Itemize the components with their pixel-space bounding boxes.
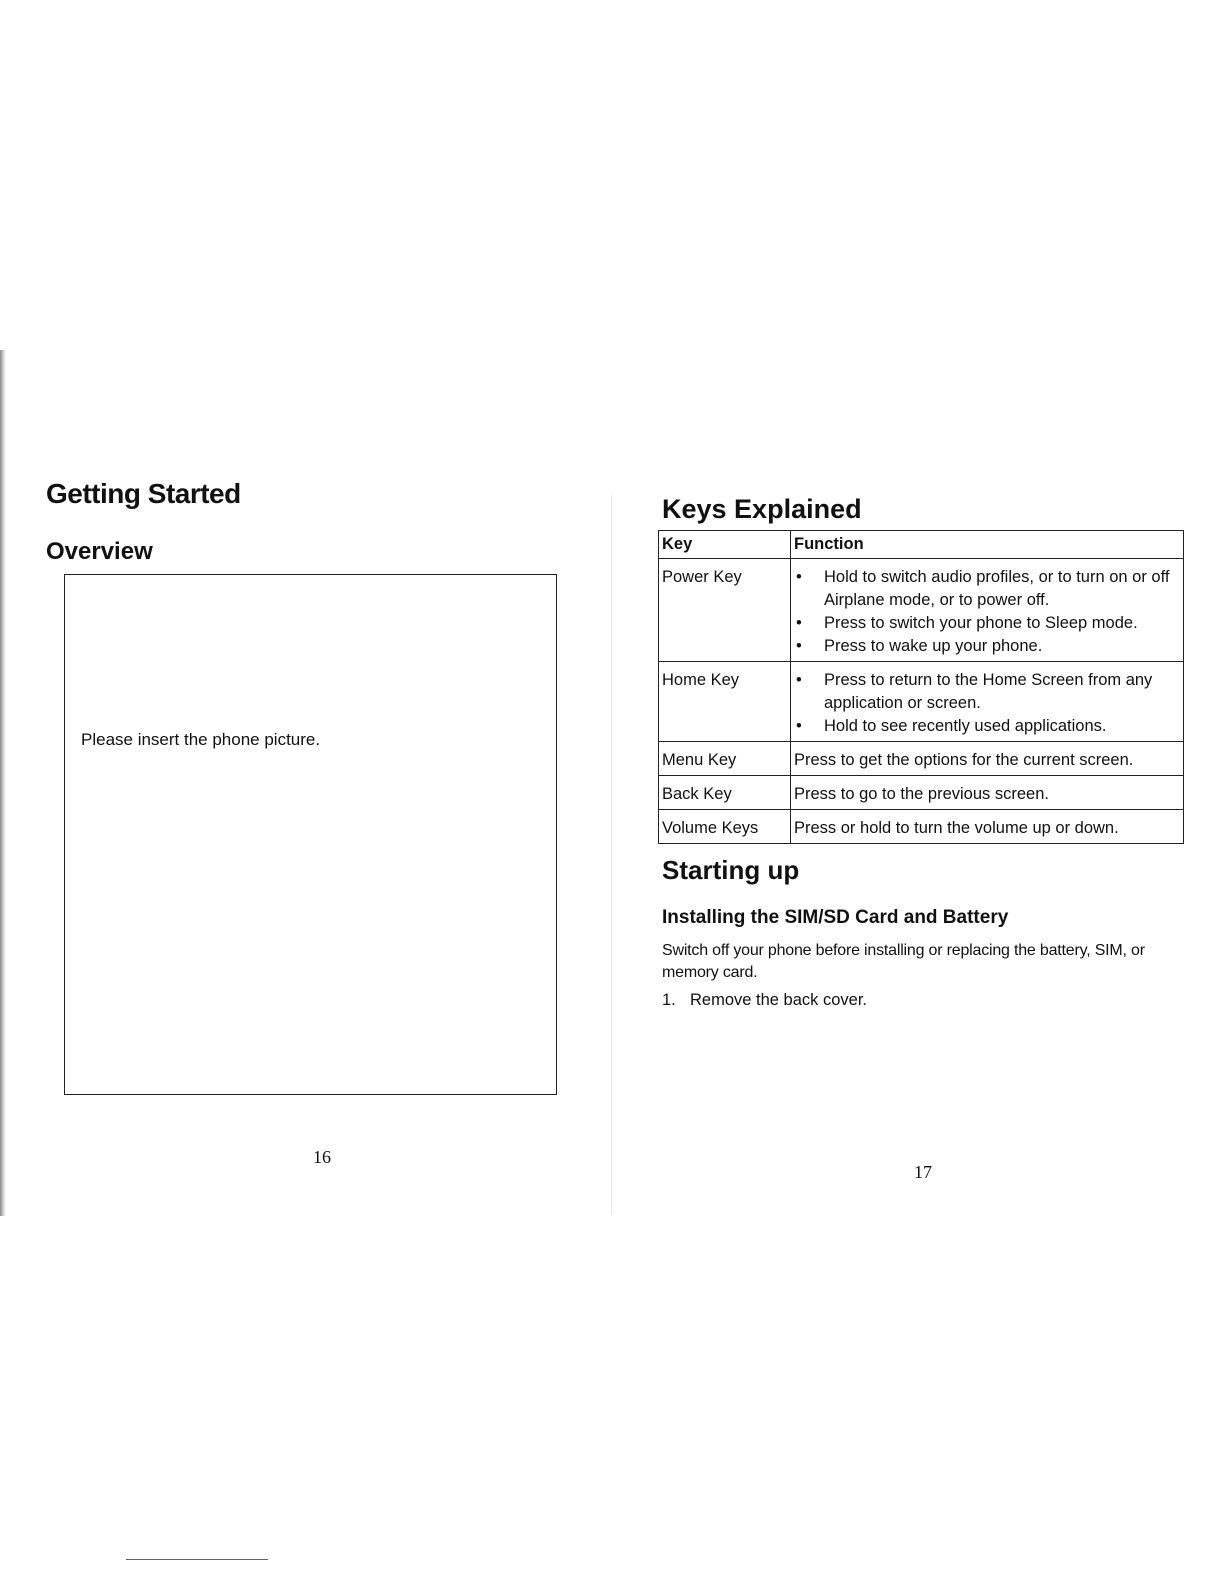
function-list bbox=[794, 566, 1180, 658]
list-item: • Hold to switch audio profiles, or to turn on or off Airplane mode, or to power off. bbox=[796, 568, 1170, 609]
chapter-title: Getting Started bbox=[46, 478, 241, 509]
scan-edge-shadow bbox=[0, 350, 6, 1216]
page-number-left: 16 bbox=[313, 1147, 331, 1167]
bottom-rule bbox=[126, 1559, 268, 1560]
key-cell: Back Key bbox=[659, 776, 791, 810]
bullet-icon: • bbox=[796, 717, 802, 735]
table-header-row bbox=[659, 531, 1184, 559]
picture-placeholder-text: Please insert the phone picture. bbox=[81, 730, 321, 749]
key-cell: Home Key bbox=[659, 662, 791, 742]
phone-picture-frame bbox=[64, 574, 557, 1095]
page-gutter bbox=[611, 495, 612, 1215]
keys-table bbox=[658, 530, 1184, 844]
step-text: Remove the back cover. bbox=[690, 991, 868, 1009]
step-item bbox=[662, 991, 867, 1010]
function-cell: Press or hold to turn the volume up or down. bbox=[791, 810, 1184, 844]
subsection-title-install: Installing the SIM/SD Card and Battery bbox=[662, 907, 1009, 928]
bullet-icon: • bbox=[796, 671, 802, 689]
list-item: • Press to wake up your phone. bbox=[794, 635, 1180, 658]
section-title-starting-up: Starting up bbox=[662, 855, 800, 885]
bullet-icon: • bbox=[796, 637, 802, 655]
section-title-overview: Overview bbox=[46, 538, 153, 565]
bullet-icon: • bbox=[796, 568, 802, 586]
step-number: 1. bbox=[662, 991, 676, 1009]
table-row bbox=[659, 559, 1184, 662]
function-cell bbox=[791, 559, 1184, 662]
table-row bbox=[659, 810, 1184, 844]
table-row bbox=[659, 662, 1184, 742]
bullet-icon: • bbox=[796, 614, 802, 632]
list-item: • Press to return to the Home Screen from any application or screen. bbox=[796, 671, 1153, 712]
list-item: • Hold to see recently used applications. bbox=[794, 715, 1180, 738]
instruction-paragraph: Switch off your phone before installing or replacing the battery, SIM, or memory card. bbox=[662, 942, 1145, 981]
section-title-keys: Keys Explained bbox=[662, 494, 862, 524]
header-key: Key bbox=[659, 531, 791, 559]
header-function: Function bbox=[791, 531, 1184, 559]
key-cell: Power Key bbox=[659, 559, 791, 662]
key-cell: Menu Key bbox=[659, 742, 791, 776]
table-row bbox=[659, 742, 1184, 776]
function-list bbox=[794, 669, 1180, 738]
list-item: • Press to switch your phone to Sleep mode. bbox=[794, 612, 1180, 635]
function-cell: Press to go to the previous screen. bbox=[791, 776, 1184, 810]
function-cell: Press to get the options for the current screen. bbox=[791, 742, 1184, 776]
key-cell: Volume Keys bbox=[659, 810, 791, 844]
function-cell bbox=[791, 662, 1184, 742]
page-number-right: 17 bbox=[914, 1162, 932, 1182]
table-row bbox=[659, 776, 1184, 810]
